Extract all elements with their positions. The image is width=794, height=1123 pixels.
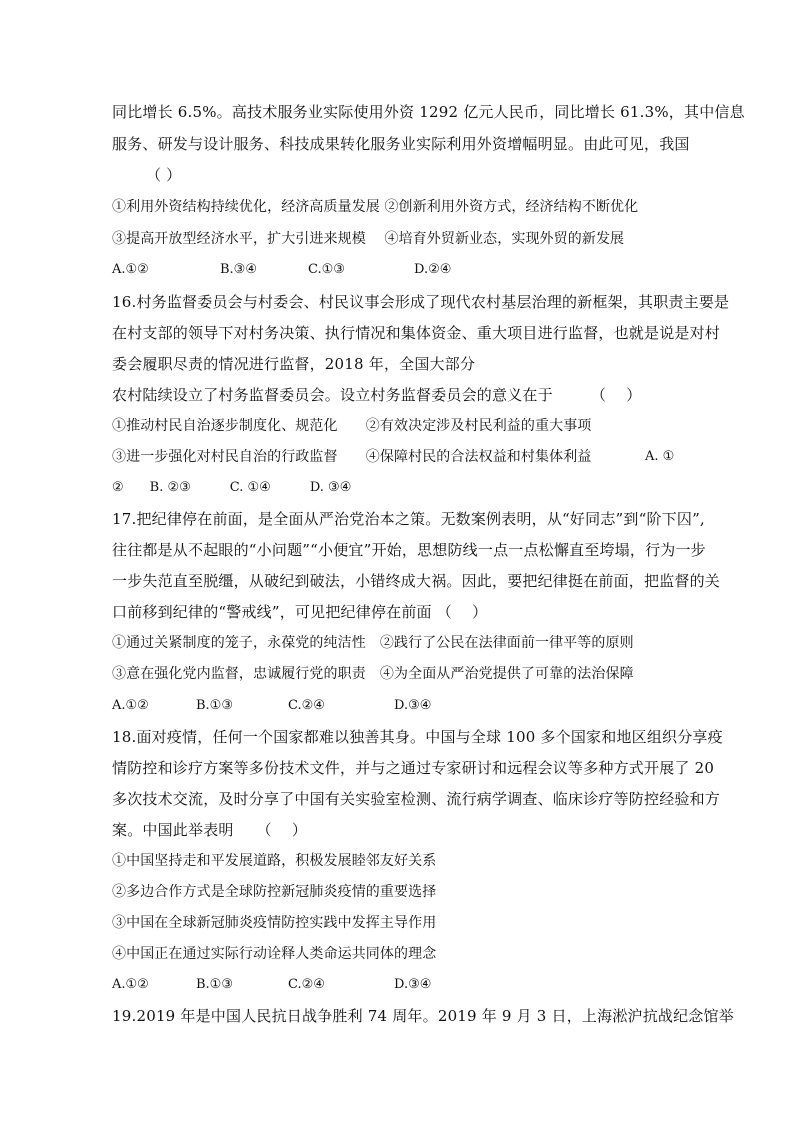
q18-answer-d: D.③④ <box>394 977 432 992</box>
q15-line-1: 同比增长 6.5%。高技术服务业实际使用外资 1292 亿元人民币，同比增长 61.3%，其中信息 <box>112 103 745 121</box>
q18-option-3: ③中国在全球新冠肺炎疫情防控实践中发挥主导作用 <box>112 915 437 931</box>
q18-line-4: 案。中国此举表明 （ ） <box>112 821 308 839</box>
q15-answers <box>112 260 451 280</box>
q18-answer-c: C.②④ <box>288 977 325 992</box>
q15-option-1-2: ①利用外资结构持续优化，经济高质量发展 ②创新利用外资方式，经济结构不断优化 <box>112 199 639 215</box>
q18-option-2: ②多边合作方式是全球防控新冠肺炎疫情的重要选择 <box>112 884 437 900</box>
q17-line-3: 一步失范直至脱缰，从破纪到破法，小错终成大祸。因此，要把纪律挺在前面，把监督的关 <box>112 572 721 590</box>
q16-line-3: 委会履职尽责的情况进行监督，2018 年，全国大部分 <box>112 355 476 373</box>
q18-answer-a: A.①② <box>112 977 149 992</box>
q15-answer-b: B.③④ <box>220 262 257 277</box>
q17-line-2: 往往都是从不起眼的“小问题”“小便宜”开始，思想防线一点一点松懈直至垮塌，行为一步 <box>112 541 706 559</box>
q16-answers-cont: ② B. ②③ C. ①④ D. ③④ <box>112 480 352 495</box>
q17-answer-a: A.①② <box>112 698 149 713</box>
q15-blank: （ ） <box>146 166 182 184</box>
q19-line-1: 19.2019 年是中国人民抗日战争胜利 74 周年。2019 年 9 月 3 日，上海淞沪抗战纪念馆举 <box>112 1007 734 1025</box>
q17-option-3-4: ③意在强化党内监督，忠诚履行党的职责 ④为全面从严治党提供了可靠的法治保障 <box>112 666 634 682</box>
q18-answer-b: B.①③ <box>196 977 233 992</box>
q15-answer-c: C.①③ <box>308 262 345 277</box>
q18-line-3: 多次技术交流，及时分享了中国有关实验室检测、流行病学调查、临床诊疗等防控经验和方 <box>112 790 721 808</box>
q16-line-1: 16.村务监督委员会与村委会、村民议事会形成了现代农村基层治理的新框架，其职责主要是 <box>112 293 730 311</box>
q15-answer-a: A.①② <box>112 262 149 277</box>
q18-option-1: ①中国坚持走和平发展道路，积极发展睦邻友好关系 <box>112 853 437 869</box>
q15-answer-d: D.②④ <box>414 262 452 277</box>
q17-answers <box>112 696 431 716</box>
q15-line-2: 服务、研发与设计服务、科技成果转化服务业实际利用外资增幅明显。由此可见，我国 <box>112 135 690 153</box>
q17-answer-d: D.③④ <box>394 698 432 713</box>
q17-answer-c: C.②④ <box>288 698 325 713</box>
q15-option-3-4: ③提高开放型经济水平，扩大引进来规模 ④培育外贸新业态，实现外贸的新发展 <box>112 231 625 247</box>
q18-line-1: 18.面对疫情，任何一个国家都难以独善其身。中国与全球 100 多个国家和地区组织分享疫 <box>112 728 723 746</box>
q16-option-1-2: ①推动村民自治逐步制度化、规范化 ②有效决定涉及村民利益的重大事项 <box>112 418 592 434</box>
q16-line-4: 农村陆续设立了村务监督委员会。设立村务监督委员会的意义在于 （ ） <box>112 386 642 404</box>
q16-line-2: 在村支部的领导下对村务决策、执行情况和集体资金、重大项目进行监督，也就是说是对村 <box>112 324 721 342</box>
q17-line-4: 口前移到纪律的“警戒线”，可见把纪律停在前面 （ ） <box>112 603 488 621</box>
q17-line-1: 17.把纪律停在前面，是全面从严治党治本之策。无数案例表明，从“好同志”到“阶下囚”, <box>112 510 705 528</box>
q16-answer-a: A. ① <box>645 449 675 464</box>
q18-line-2: 情防控和诊疗方案等多份技术文件，并与之通过专家研讨和远程会议等多种方式开展了 20 <box>112 759 715 777</box>
q18-answers <box>112 975 431 995</box>
q17-answer-b: B.①③ <box>196 698 233 713</box>
q16-option-3-4: ③进一步强化对村民自治的行政监督 ④保障村民的合法权益和村集体利益 <box>112 449 592 465</box>
q17-option-1-2: ①通过关紧制度的笼子，永葆党的纯洁性 ②践行了公民在法律面前一律平等的原则 <box>112 635 634 651</box>
q18-option-4: ④中国正在通过实际行动诠释人类命运共同体的理念 <box>112 946 437 962</box>
